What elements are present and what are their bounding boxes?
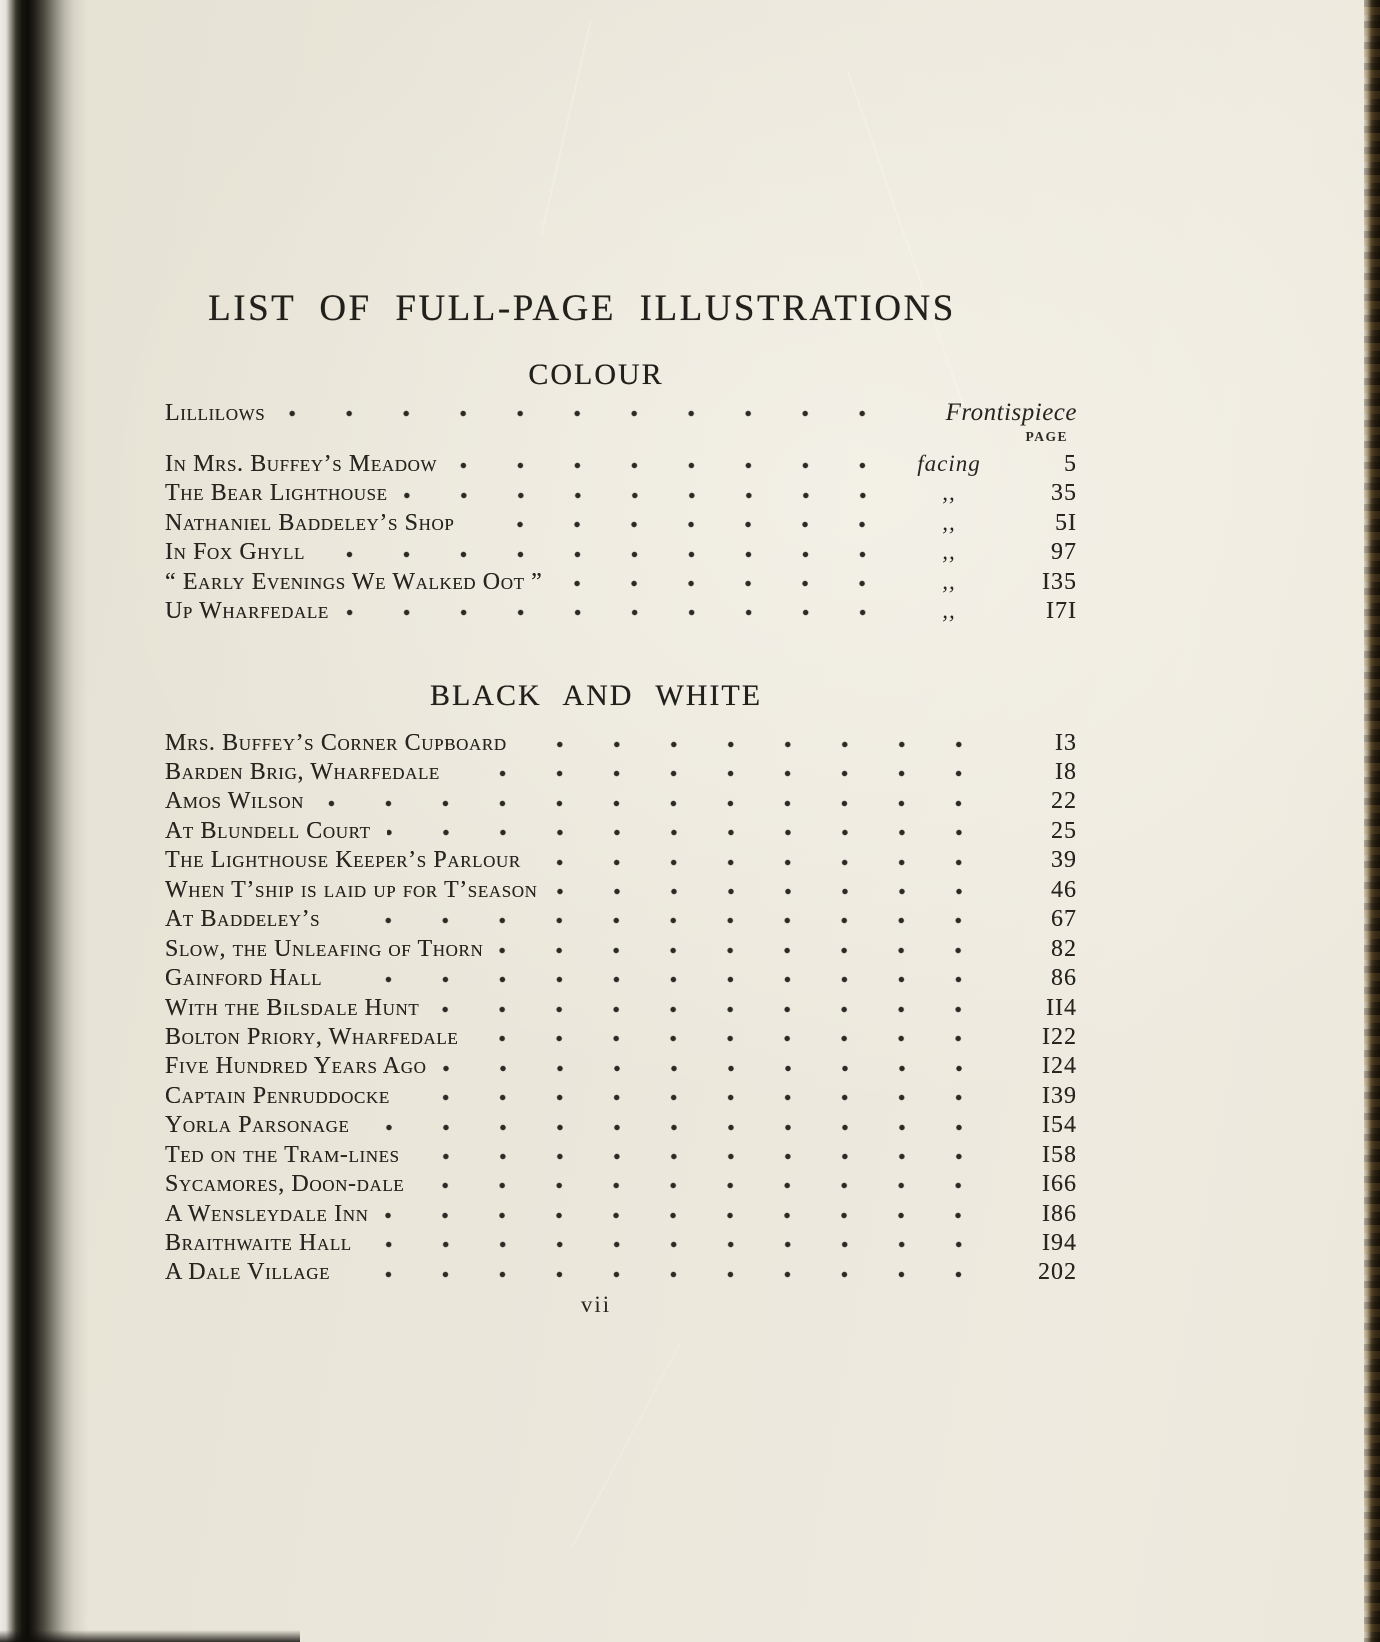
dot-leader: [453, 462, 891, 469]
illustration-title: Amos Wilson: [165, 788, 305, 815]
dot-leader: [387, 829, 987, 836]
page-ref: I7I: [1046, 598, 1077, 625]
black-and-white-section-heading: BLACK AND WHITE: [429, 678, 763, 712]
page-ref: I86: [1042, 1200, 1077, 1227]
illustration-row: [165, 1083, 1077, 1112]
illustration-title: Mrs. Buffey’s Corner Cupboard: [165, 729, 507, 756]
page-ref: 97: [1051, 539, 1077, 566]
illustration-title: Nathaniel Baddeley’s Shop: [165, 509, 455, 536]
illustration-row: [165, 510, 1077, 539]
illustration-title: A Dale Village: [165, 1259, 331, 1286]
dot-leader: [406, 1094, 987, 1101]
folio-page-number: vii: [580, 1291, 612, 1317]
page-ref: 5: [1064, 450, 1077, 477]
illustration-title: When T’ship is laid up for T’season: [165, 876, 538, 903]
illustration-title: Five Hundred Years Ago: [165, 1053, 427, 1080]
page-ref: I8: [1055, 759, 1077, 786]
dot-leader: [321, 551, 891, 558]
page-ref: I22: [1042, 1023, 1077, 1050]
illustration-title: “ Early Evenings We Walked Oot ”: [165, 568, 543, 595]
binding-gutter-shadow: [0, 0, 88, 1642]
dot-leader: [336, 917, 987, 924]
page-ref: 22: [1051, 788, 1077, 815]
illustration-row: [165, 1142, 1077, 1171]
binding-gutter-bottom-shadow: [0, 1630, 300, 1642]
facing-label: facing: [917, 450, 981, 476]
illustration-row: [165, 818, 1077, 847]
page-title: LIST OF FULL-PAGE ILLUSTRATIONS: [208, 288, 956, 329]
page-ref: 67: [1051, 906, 1077, 933]
illustration-title: Barden Brig, Wharfedale: [165, 759, 440, 786]
dot-leader: [537, 859, 987, 866]
illustration-row: [165, 598, 1077, 627]
facing-label: ,,: [942, 568, 956, 594]
dot-leader: [523, 741, 987, 748]
dot-leader: [338, 976, 987, 983]
illustration-row: [165, 995, 1077, 1024]
illustration-row: [165, 759, 1077, 788]
illustration-title: Slow, the Unleafing of Thorn: [165, 935, 484, 962]
illustration-title: At Blundell Court: [165, 817, 371, 844]
dot-leader: [416, 1153, 987, 1160]
dot-leader: [346, 1271, 987, 1278]
page-ref: 5I: [1055, 509, 1077, 536]
dot-leader: [499, 947, 987, 954]
illustration-title: Lillilows: [165, 399, 266, 426]
illustration-row: [165, 1024, 1077, 1053]
paper-crease: [571, 1343, 681, 1547]
illustration-row: [165, 906, 1077, 935]
dot-leader: [368, 1241, 987, 1248]
dot-leader: [420, 1182, 987, 1189]
page-ref: I58: [1042, 1141, 1077, 1168]
illustration-row: [165, 539, 1077, 568]
page-content: [165, 0, 1077, 1318]
page-ref: 35: [1051, 480, 1077, 507]
illustration-title: A Wensleydale Inn: [165, 1200, 369, 1227]
dot-leader: [456, 770, 987, 777]
page-ref: 82: [1051, 935, 1077, 962]
page-ref: I94: [1042, 1230, 1077, 1257]
page-ref: 202: [1038, 1259, 1077, 1286]
page-ref: 39: [1051, 847, 1077, 874]
page-ref: I39: [1042, 1082, 1077, 1109]
page-ref: II4: [1046, 994, 1077, 1021]
illustration-row: [165, 730, 1077, 759]
illustration-title: With the Bilsdale Hunt: [165, 994, 420, 1021]
frontispiece-reference: Frontispiece: [945, 398, 1077, 426]
illustration-title: In Fox Ghyll: [165, 539, 306, 566]
illustration-row: [165, 451, 1077, 480]
dot-leader: [404, 492, 891, 499]
facing-label: ,,: [942, 509, 956, 535]
illustration-title: At Baddeley’s: [165, 906, 321, 933]
dot-leader: [558, 580, 891, 587]
illustration-title: In Mrs. Buffey’s Meadow: [165, 450, 438, 477]
illustration-row: [165, 965, 1077, 994]
colour-section-heading: COLOUR: [528, 357, 664, 391]
facing-label: ,,: [942, 480, 956, 506]
dot-leader: [554, 888, 987, 895]
dot-leader: [384, 1212, 987, 1219]
illustration-title: Ted on the Tram-lines: [165, 1141, 400, 1168]
dot-leader: [281, 410, 891, 417]
illustration-row: [165, 399, 1077, 428]
illustration-row: [165, 1171, 1077, 1200]
illustration-row: [165, 569, 1077, 598]
illustration-title: The Bear Lighthouse: [165, 480, 388, 507]
page-ref: I24: [1042, 1053, 1077, 1080]
illustration-row: [165, 877, 1077, 906]
page-ref: 46: [1051, 876, 1077, 903]
black-and-white-illustration-list: [165, 730, 1077, 1289]
page-ref: I54: [1042, 1112, 1077, 1139]
colour-illustration-list: [165, 451, 1077, 628]
illustration-row: [165, 1230, 1077, 1259]
page-column-label: PAGE: [1025, 428, 1068, 444]
page-ref: 86: [1051, 965, 1077, 992]
illustration-title: Captain Penruddocke: [165, 1082, 390, 1109]
illustration-title: Gainford Hall: [165, 965, 323, 992]
illustration-row: [165, 936, 1077, 965]
dot-leader: [443, 1065, 988, 1072]
illustration-title: Braithwaite Hall: [165, 1230, 352, 1257]
page-ref: 25: [1051, 817, 1077, 844]
facing-label: ,,: [942, 598, 956, 624]
illustration-title: The Lighthouse Keeper’s Parlour: [165, 847, 521, 874]
dot-leader: [435, 1006, 987, 1013]
illustration-row: [165, 480, 1077, 509]
dot-leader: [474, 1035, 987, 1042]
dot-leader: [345, 609, 891, 616]
dot-leader: [320, 800, 987, 807]
illustration-title: Yorla Parsonage: [165, 1112, 350, 1139]
illustration-title: Sycamores, Doon-dale: [165, 1171, 405, 1198]
page-ref: I3: [1055, 729, 1077, 756]
page-ref: I66: [1042, 1171, 1077, 1198]
illustration-title: Up Wharfedale: [165, 598, 329, 625]
illustration-row: [165, 1053, 1077, 1082]
illustration-row: [165, 1259, 1077, 1288]
illustration-row: [165, 1201, 1077, 1230]
illustration-row: [165, 788, 1077, 817]
page-ref: I35: [1042, 568, 1077, 595]
facing-label: ,,: [942, 539, 956, 565]
page-block-edge: [1364, 0, 1380, 1642]
illustration-row: [165, 1112, 1077, 1141]
dot-leader: [470, 521, 891, 528]
illustration-row: [165, 847, 1077, 876]
dot-leader: [366, 1124, 987, 1131]
colour-frontispiece-row-slot: [165, 399, 1077, 428]
illustration-title: Bolton Priory, Wharfedale: [165, 1023, 459, 1050]
